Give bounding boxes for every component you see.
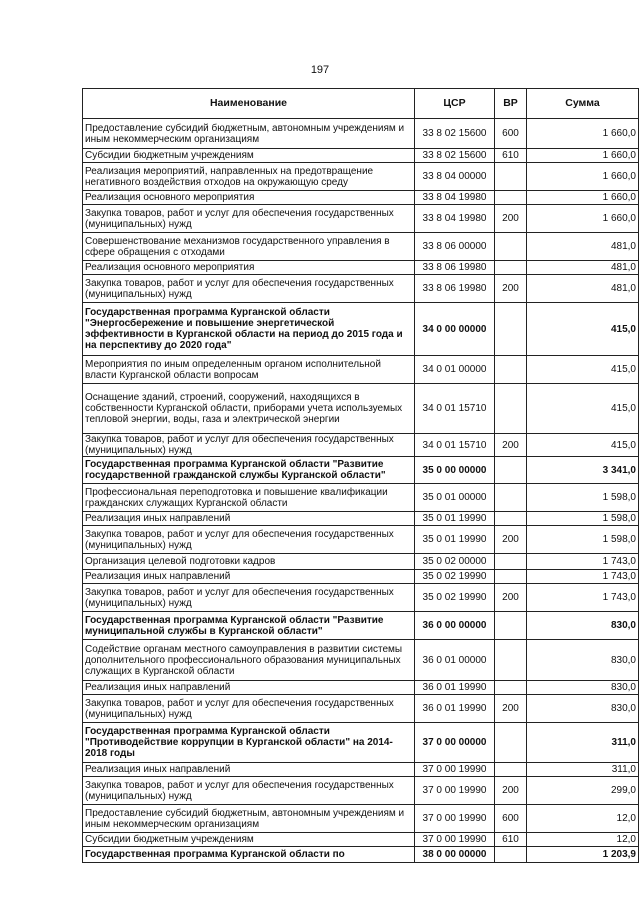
table-row [83,554,639,570]
cell-name: Содействие органам местного самоуправления в развитии системы дополнительного профессионального образования муниципальных служащих в Курганской области [83,640,415,681]
cell-csr: 36 0 01 00000 [415,640,495,681]
cell-name: Предоставление субсидий бюджетным, автономным учреждениям и иным некоммерческим организациям [83,805,415,833]
cell-csr: 37 0 00 19990 [415,805,495,833]
cell-vr [495,723,527,763]
cell-csr: 34 0 00 00000 [415,303,495,356]
table-row [83,303,639,356]
cell-vr [495,612,527,640]
cell-csr: 33 8 04 19980 [415,191,495,205]
cell-csr: 33 8 02 15600 [415,149,495,163]
cell-vr: 600 [495,119,527,149]
cell-csr: 36 0 01 19990 [415,695,495,723]
cell-vr [495,847,527,863]
page-number: 197 [310,64,330,76]
cell-sum: 1 743,0 [527,584,639,612]
cell-vr [495,640,527,681]
cell-csr: 34 0 01 15710 [415,384,495,434]
cell-vr: 200 [495,777,527,805]
cell-sum: 1 203,9 [527,847,639,863]
cell-vr: 200 [495,434,527,457]
cell-csr: 37 0 00 19990 [415,777,495,805]
header-vr: ВР [495,89,527,119]
cell-csr: 35 0 00 00000 [415,457,495,484]
table-row [83,640,639,681]
cell-vr [495,512,527,526]
cell-sum: 1 660,0 [527,163,639,191]
cell-csr: 35 0 01 19990 [415,512,495,526]
cell-name: Закупка товаров, работ и услуг для обеспечения государственных (муниципальных) нужд [83,777,415,805]
table-row [83,191,639,205]
cell-name: Закупка товаров, работ и услуг для обеспечения государственных (муниципальных) нужд [83,695,415,723]
table-row [83,261,639,275]
cell-sum: 12,0 [527,805,639,833]
cell-name: Реализация иных направлений [83,681,415,695]
cell-name: Закупка товаров, работ и услуг для обеспечения государственных (муниципальных) нужд [83,526,415,554]
cell-name: Реализация мероприятий, направленных на предотвращение негативного воздействия отходов на окружающую среду [83,163,415,191]
cell-csr: 37 0 00 19990 [415,833,495,847]
cell-csr: 35 0 01 00000 [415,484,495,512]
cell-sum: 481,0 [527,233,639,261]
cell-csr: 33 8 02 15600 [415,119,495,149]
table-row [83,233,639,261]
cell-sum: 1 660,0 [527,191,639,205]
cell-sum: 1 598,0 [527,512,639,526]
cell-csr: 33 8 04 00000 [415,163,495,191]
table-row [83,584,639,612]
table-row [83,833,639,847]
cell-name: Государственная программа Курганской области "Энергосбережение и повышение энергетической эффективности в Курганской области на период до 2015 года и на перспективу до 2020 года" [83,303,415,356]
cell-vr: 600 [495,805,527,833]
cell-vr [495,303,527,356]
cell-sum: 415,0 [527,434,639,457]
cell-vr [495,191,527,205]
cell-vr: 200 [495,275,527,303]
table-row [83,434,639,457]
cell-name: Государственная программа Курганской области "Противодействие коррупции в Курганской области" на 2014-2018 годы [83,723,415,763]
cell-name: Закупка товаров, работ и услуг для обеспечения государственных (муниципальных) нужд [83,434,415,457]
cell-sum: 1 598,0 [527,526,639,554]
table-row [83,777,639,805]
cell-sum: 830,0 [527,612,639,640]
header-sum: Сумма [527,89,639,119]
cell-name: Закупка товаров, работ и услуг для обеспечения государственных (муниципальных) нужд [83,275,415,303]
header-name: Наименование [83,89,415,119]
cell-name: Реализация основного мероприятия [83,191,415,205]
cell-sum: 12,0 [527,833,639,847]
cell-vr [495,570,527,584]
cell-name: Реализация основного мероприятия [83,261,415,275]
cell-csr: 35 0 02 19990 [415,570,495,584]
cell-sum: 415,0 [527,384,639,434]
cell-name: Предоставление субсидий бюджетным, автономным учреждениям и иным некоммерческим организациям [83,119,415,149]
cell-sum: 1 598,0 [527,484,639,512]
cell-csr: 37 0 00 00000 [415,723,495,763]
table-row [83,149,639,163]
cell-csr: 33 8 06 19980 [415,275,495,303]
cell-sum: 830,0 [527,681,639,695]
cell-vr [495,261,527,275]
cell-sum: 415,0 [527,303,639,356]
table-header-row [83,89,639,119]
cell-csr: 33 8 06 00000 [415,233,495,261]
cell-sum: 311,0 [527,723,639,763]
cell-sum: 1 743,0 [527,570,639,584]
table-row [83,526,639,554]
cell-name: Реализация иных направлений [83,570,415,584]
cell-name: Совершенствование механизмов государственного управления в сфере обращения с отходами [83,233,415,261]
cell-sum: 1 660,0 [527,119,639,149]
cell-csr: 35 0 02 00000 [415,554,495,570]
cell-name: Закупка товаров, работ и услуг для обеспечения государственных (муниципальных) нужд [83,584,415,612]
cell-vr [495,384,527,434]
cell-vr: 200 [495,584,527,612]
table-row [83,275,639,303]
cell-sum: 830,0 [527,695,639,723]
cell-vr [495,163,527,191]
cell-vr [495,356,527,384]
cell-name: Закупка товаров, работ и услуг для обеспечения государственных (муниципальных) нужд [83,205,415,233]
cell-sum: 415,0 [527,356,639,384]
cell-name: Государственная программа Курганской области по [83,847,415,863]
table-row [83,384,639,434]
cell-name: Реализация иных направлений [83,763,415,777]
cell-vr [495,681,527,695]
cell-sum: 1 660,0 [527,205,639,233]
table-row [83,512,639,526]
cell-csr: 38 0 00 00000 [415,847,495,863]
cell-vr [495,554,527,570]
table-row [83,163,639,191]
table-row [83,681,639,695]
cell-name: Мероприятия по иным определенным органом исполнительной власти Курганской области вопросам [83,356,415,384]
table-row [83,570,639,584]
cell-vr: 200 [495,205,527,233]
budget-table [82,88,639,863]
cell-name: Субсидии бюджетным учреждениям [83,833,415,847]
cell-name: Субсидии бюджетным учреждениям [83,149,415,163]
cell-csr: 36 0 01 19990 [415,681,495,695]
cell-sum: 481,0 [527,275,639,303]
cell-csr: 34 0 01 00000 [415,356,495,384]
cell-sum: 1 660,0 [527,149,639,163]
table-row [83,805,639,833]
cell-vr [495,233,527,261]
cell-csr: 35 0 01 19990 [415,526,495,554]
cell-vr: 200 [495,695,527,723]
cell-sum: 481,0 [527,261,639,275]
cell-sum: 311,0 [527,763,639,777]
cell-csr: 34 0 01 15710 [415,434,495,457]
cell-csr: 33 8 06 19980 [415,261,495,275]
cell-name: Оснащение зданий, строений, сооружений, находящихся в собственности Курганской области, приборами учета используемых тепловой энергии, воды, газа и электрической энергии [83,384,415,434]
cell-name: Организация целевой подготовки кадров [83,554,415,570]
cell-name: Государственная программа Курганской области "Развитие муниципальной службы в Курганской области" [83,612,415,640]
cell-sum: 830,0 [527,640,639,681]
table-body [83,119,639,863]
table-row [83,205,639,233]
table-row [83,119,639,149]
cell-name: Профессиональная переподготовка и повышение квалификации гражданских служащих Курганской области [83,484,415,512]
cell-name: Реализация иных направлений [83,512,415,526]
table-row [83,356,639,384]
cell-vr: 610 [495,833,527,847]
header-csr: ЦСР [415,89,495,119]
table-row [83,847,639,863]
cell-csr: 37 0 00 19990 [415,763,495,777]
cell-csr: 36 0 00 00000 [415,612,495,640]
cell-vr: 610 [495,149,527,163]
cell-vr: 200 [495,526,527,554]
cell-name: Государственная программа Курганской области "Развитие государственной гражданской службы Курганской области" [83,457,415,484]
table-row [83,484,639,512]
table-row [83,612,639,640]
cell-csr: 33 8 04 19980 [415,205,495,233]
cell-vr [495,457,527,484]
cell-sum: 299,0 [527,777,639,805]
cell-csr: 35 0 02 19990 [415,584,495,612]
cell-vr [495,763,527,777]
table-row [83,695,639,723]
table-row [83,763,639,777]
cell-vr [495,484,527,512]
cell-sum: 3 341,0 [527,457,639,484]
table-row [83,723,639,763]
cell-sum: 1 743,0 [527,554,639,570]
table-row [83,457,639,484]
